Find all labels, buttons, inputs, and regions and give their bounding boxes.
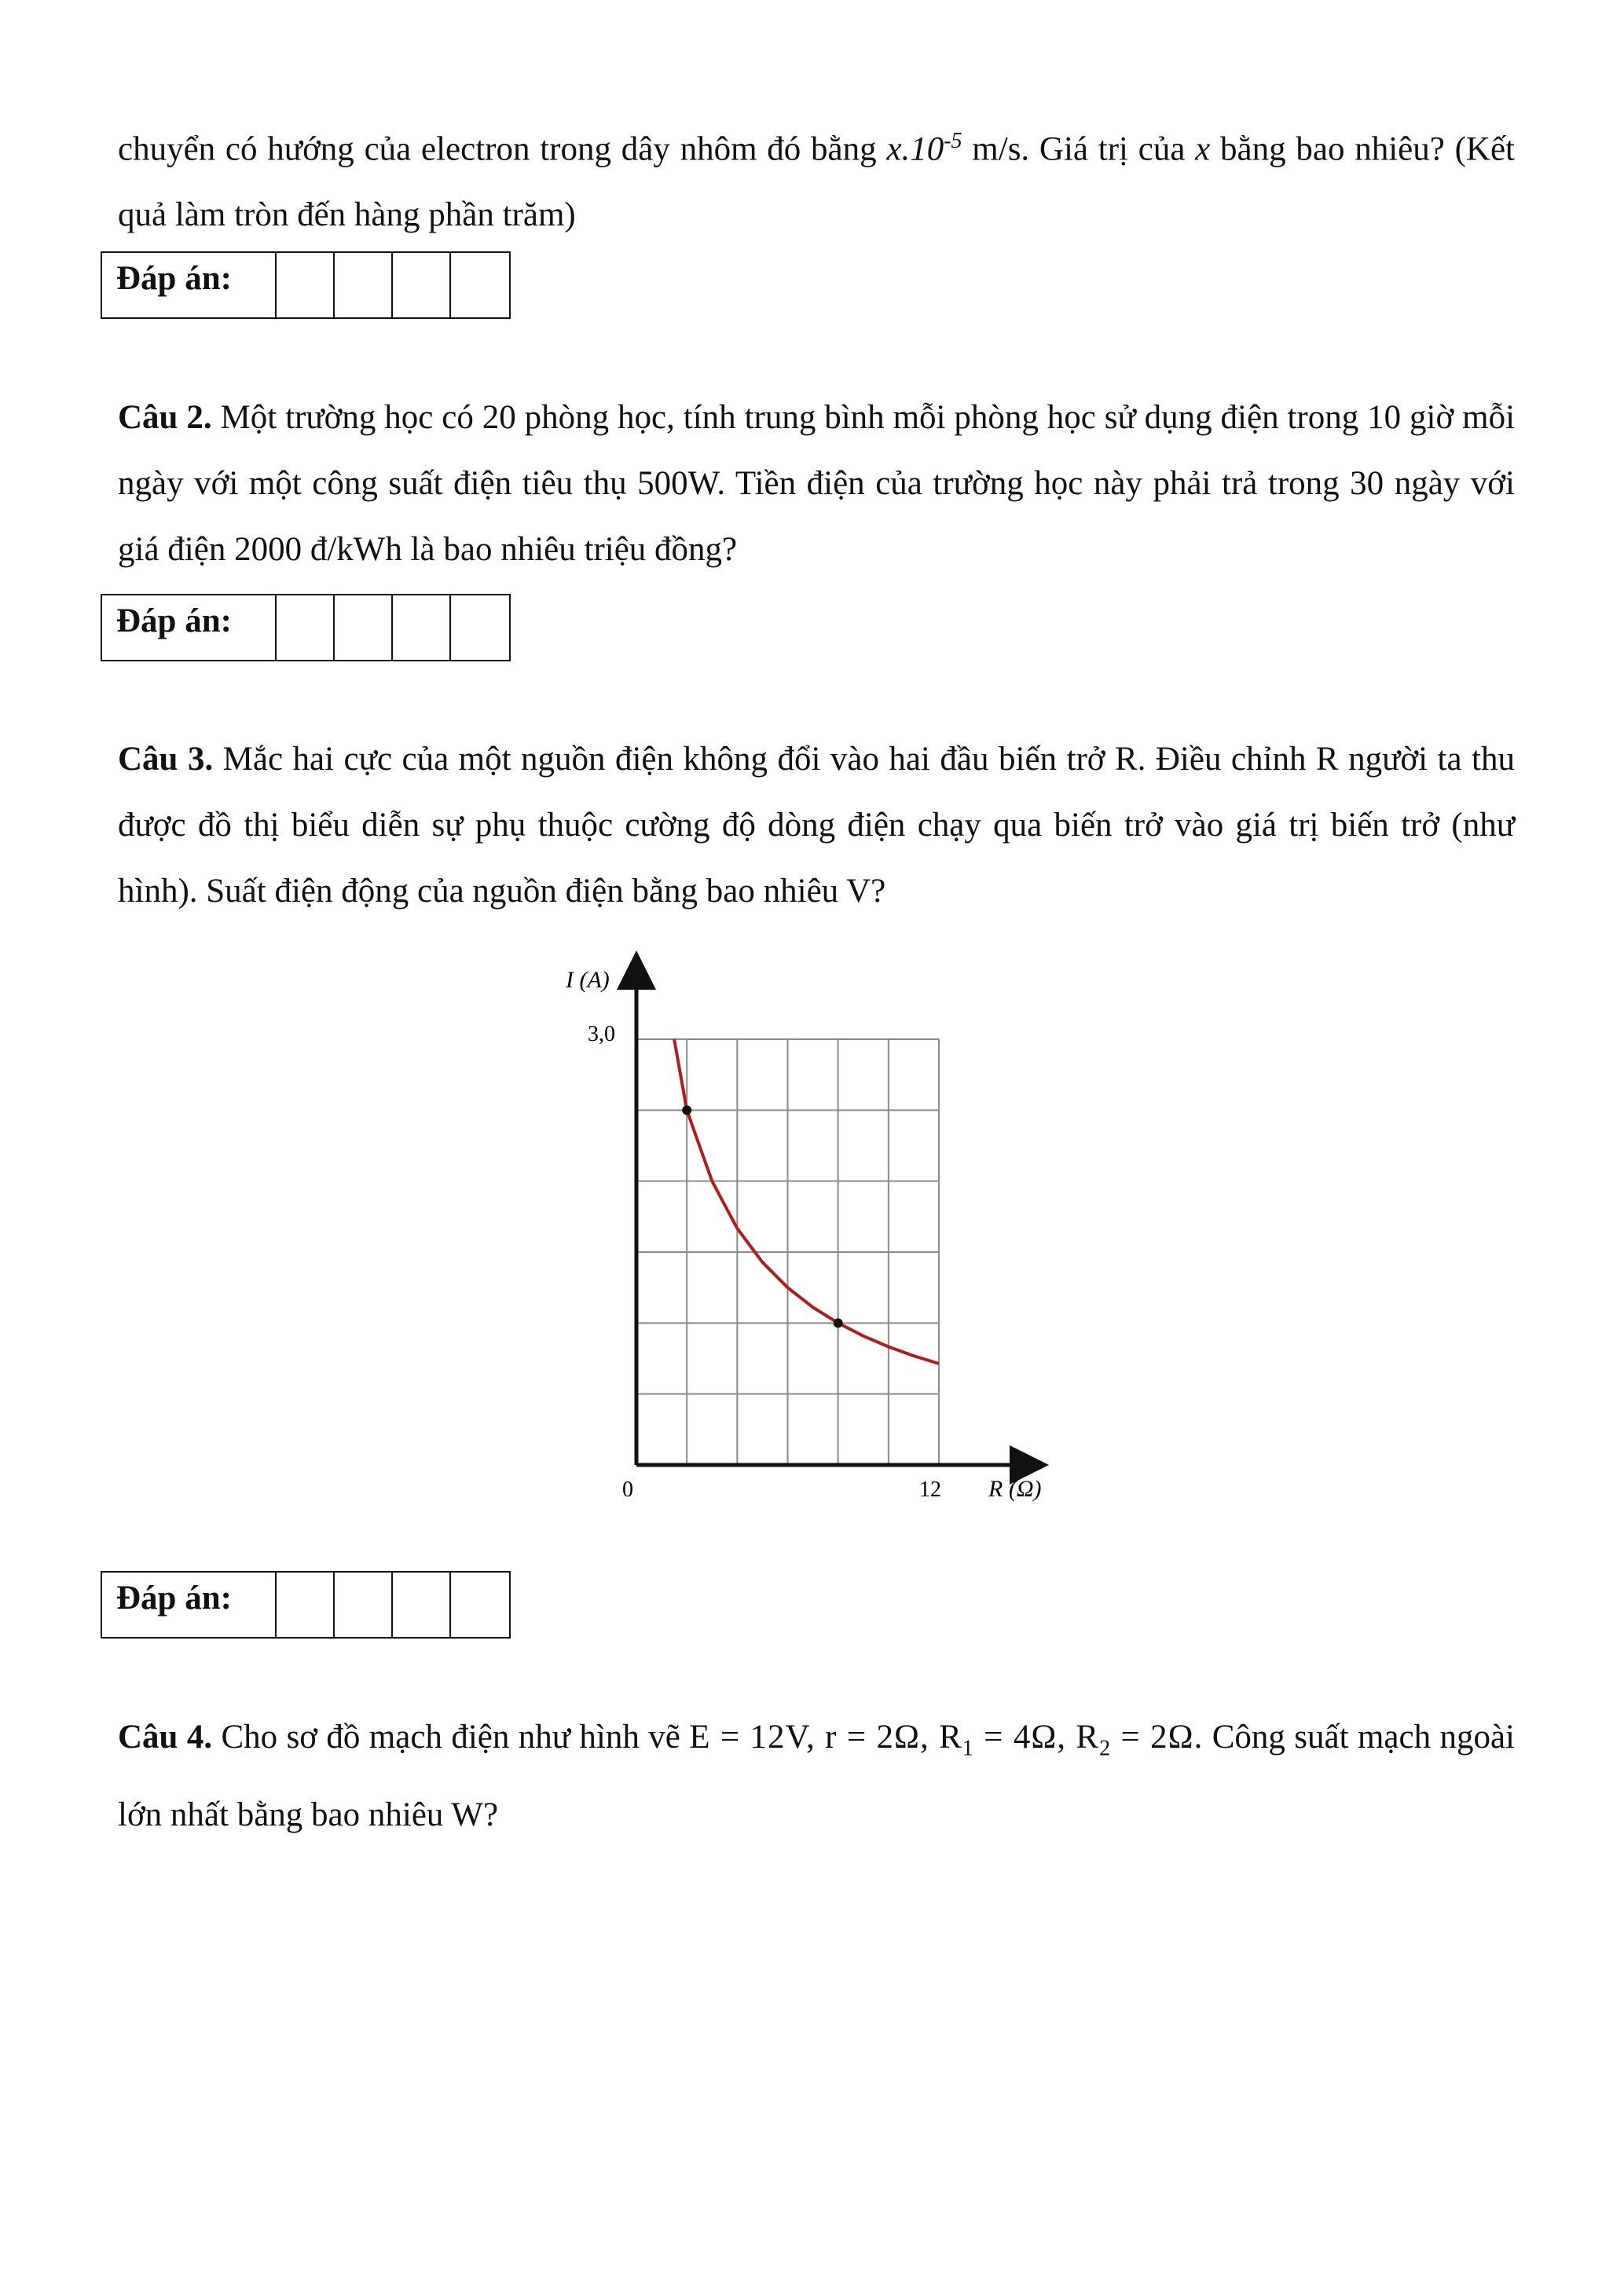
q1-text-mid: m/s. Giá trị của xyxy=(962,130,1196,168)
origin-label: 0 xyxy=(622,1478,633,1502)
marked-data-point xyxy=(834,1318,843,1327)
answer-cell[interactable] xyxy=(451,253,509,317)
answer-box-2 xyxy=(101,594,511,661)
question-4-label: Câu 4. xyxy=(118,1719,213,1756)
y-tick-label: 3,0 xyxy=(588,1022,615,1046)
q1-text-start: chuyển có hướng của electron trong dây nhôm đó bằng xyxy=(118,130,887,168)
formula-part-1: E = 12V, r = 2Ω, R xyxy=(689,1719,962,1756)
chart-svg xyxy=(519,947,1069,1512)
formula-sub-1: 1 xyxy=(962,1736,974,1761)
answer-cell[interactable] xyxy=(393,1573,451,1637)
question-1-text xyxy=(118,108,1515,248)
question-4-formula xyxy=(689,1719,1204,1761)
formula-sub-2: 2 xyxy=(1099,1736,1112,1761)
x-tick-label: 12 xyxy=(919,1478,941,1502)
q1-exponent: -5 xyxy=(944,129,962,153)
question-2-label: Câu 2. xyxy=(118,399,212,436)
answer-cell[interactable] xyxy=(277,595,335,660)
formula-part-2: = 4Ω, R xyxy=(973,1719,1100,1756)
answer-cell[interactable] xyxy=(451,595,509,660)
question-4-body-end: Công suất mạch ngoài lớn nhất bằng bao nhiêu W? xyxy=(118,1719,1515,1833)
q1-text-end: bằng bao nhiêu? (Kết quả làm tròn đến hàng phần trăm) xyxy=(118,130,1515,234)
answer-cell[interactable] xyxy=(335,595,393,660)
marked-data-point xyxy=(682,1105,691,1115)
answer-cell[interactable] xyxy=(277,253,335,317)
question-3-label: Câu 3. xyxy=(118,741,214,778)
question-2-body: Một trường học có 20 phòng học, tính trung bình mỗi phòng học sử dụng điện trong 10 giờ mỗi ngày với một công suất điện tiêu thụ 500W. Tiền điện của trường học này phải trả trong 30 ngày với giá điện 2000 đ/kWh là bao nhiêu triệu đồng? xyxy=(118,399,1516,568)
answer-cell[interactable] xyxy=(393,595,451,660)
answer-cell[interactable] xyxy=(393,253,451,317)
question-3-body: Mắc hai cực của một nguồn điện không đổi vào hai đầu biến trở R. Điều chỉnh R người ta thu được đồ thị biểu diễn sự phụ thuộc cường độ dòng điện chạy qua biến trở vào giá trị biến trở (như hình). Suất điện động của nguồn điện bằng bao nhiêu V? xyxy=(118,741,1516,910)
answer-label: Đáp án: xyxy=(102,1573,277,1637)
x-axis-label: R (Ω) xyxy=(988,1476,1042,1502)
current-resistance-chart xyxy=(519,947,1069,1512)
question-3-text xyxy=(118,727,1515,925)
question-4-text xyxy=(118,1705,1515,1848)
answer-cell[interactable] xyxy=(277,1573,335,1637)
y-axis-label: I (A) xyxy=(566,967,610,993)
answer-label: Đáp án: xyxy=(102,595,277,660)
formula-part-3: = 2Ω. xyxy=(1111,1719,1204,1756)
question-4-body-start: Cho sơ đồ mạch điện như hình vẽ xyxy=(212,1719,690,1756)
answer-box-1 xyxy=(101,251,511,319)
answer-cell[interactable] xyxy=(335,253,393,317)
answer-label: Đáp án: xyxy=(102,253,277,317)
data-curve xyxy=(674,1039,939,1364)
answer-cell[interactable] xyxy=(451,1573,509,1637)
answer-box-3 xyxy=(101,1571,511,1639)
q1-x: x xyxy=(1195,130,1211,168)
q1-variable: x.10 xyxy=(886,130,944,168)
answer-cell[interactable] xyxy=(335,1573,393,1637)
question-2-text xyxy=(118,385,1515,583)
